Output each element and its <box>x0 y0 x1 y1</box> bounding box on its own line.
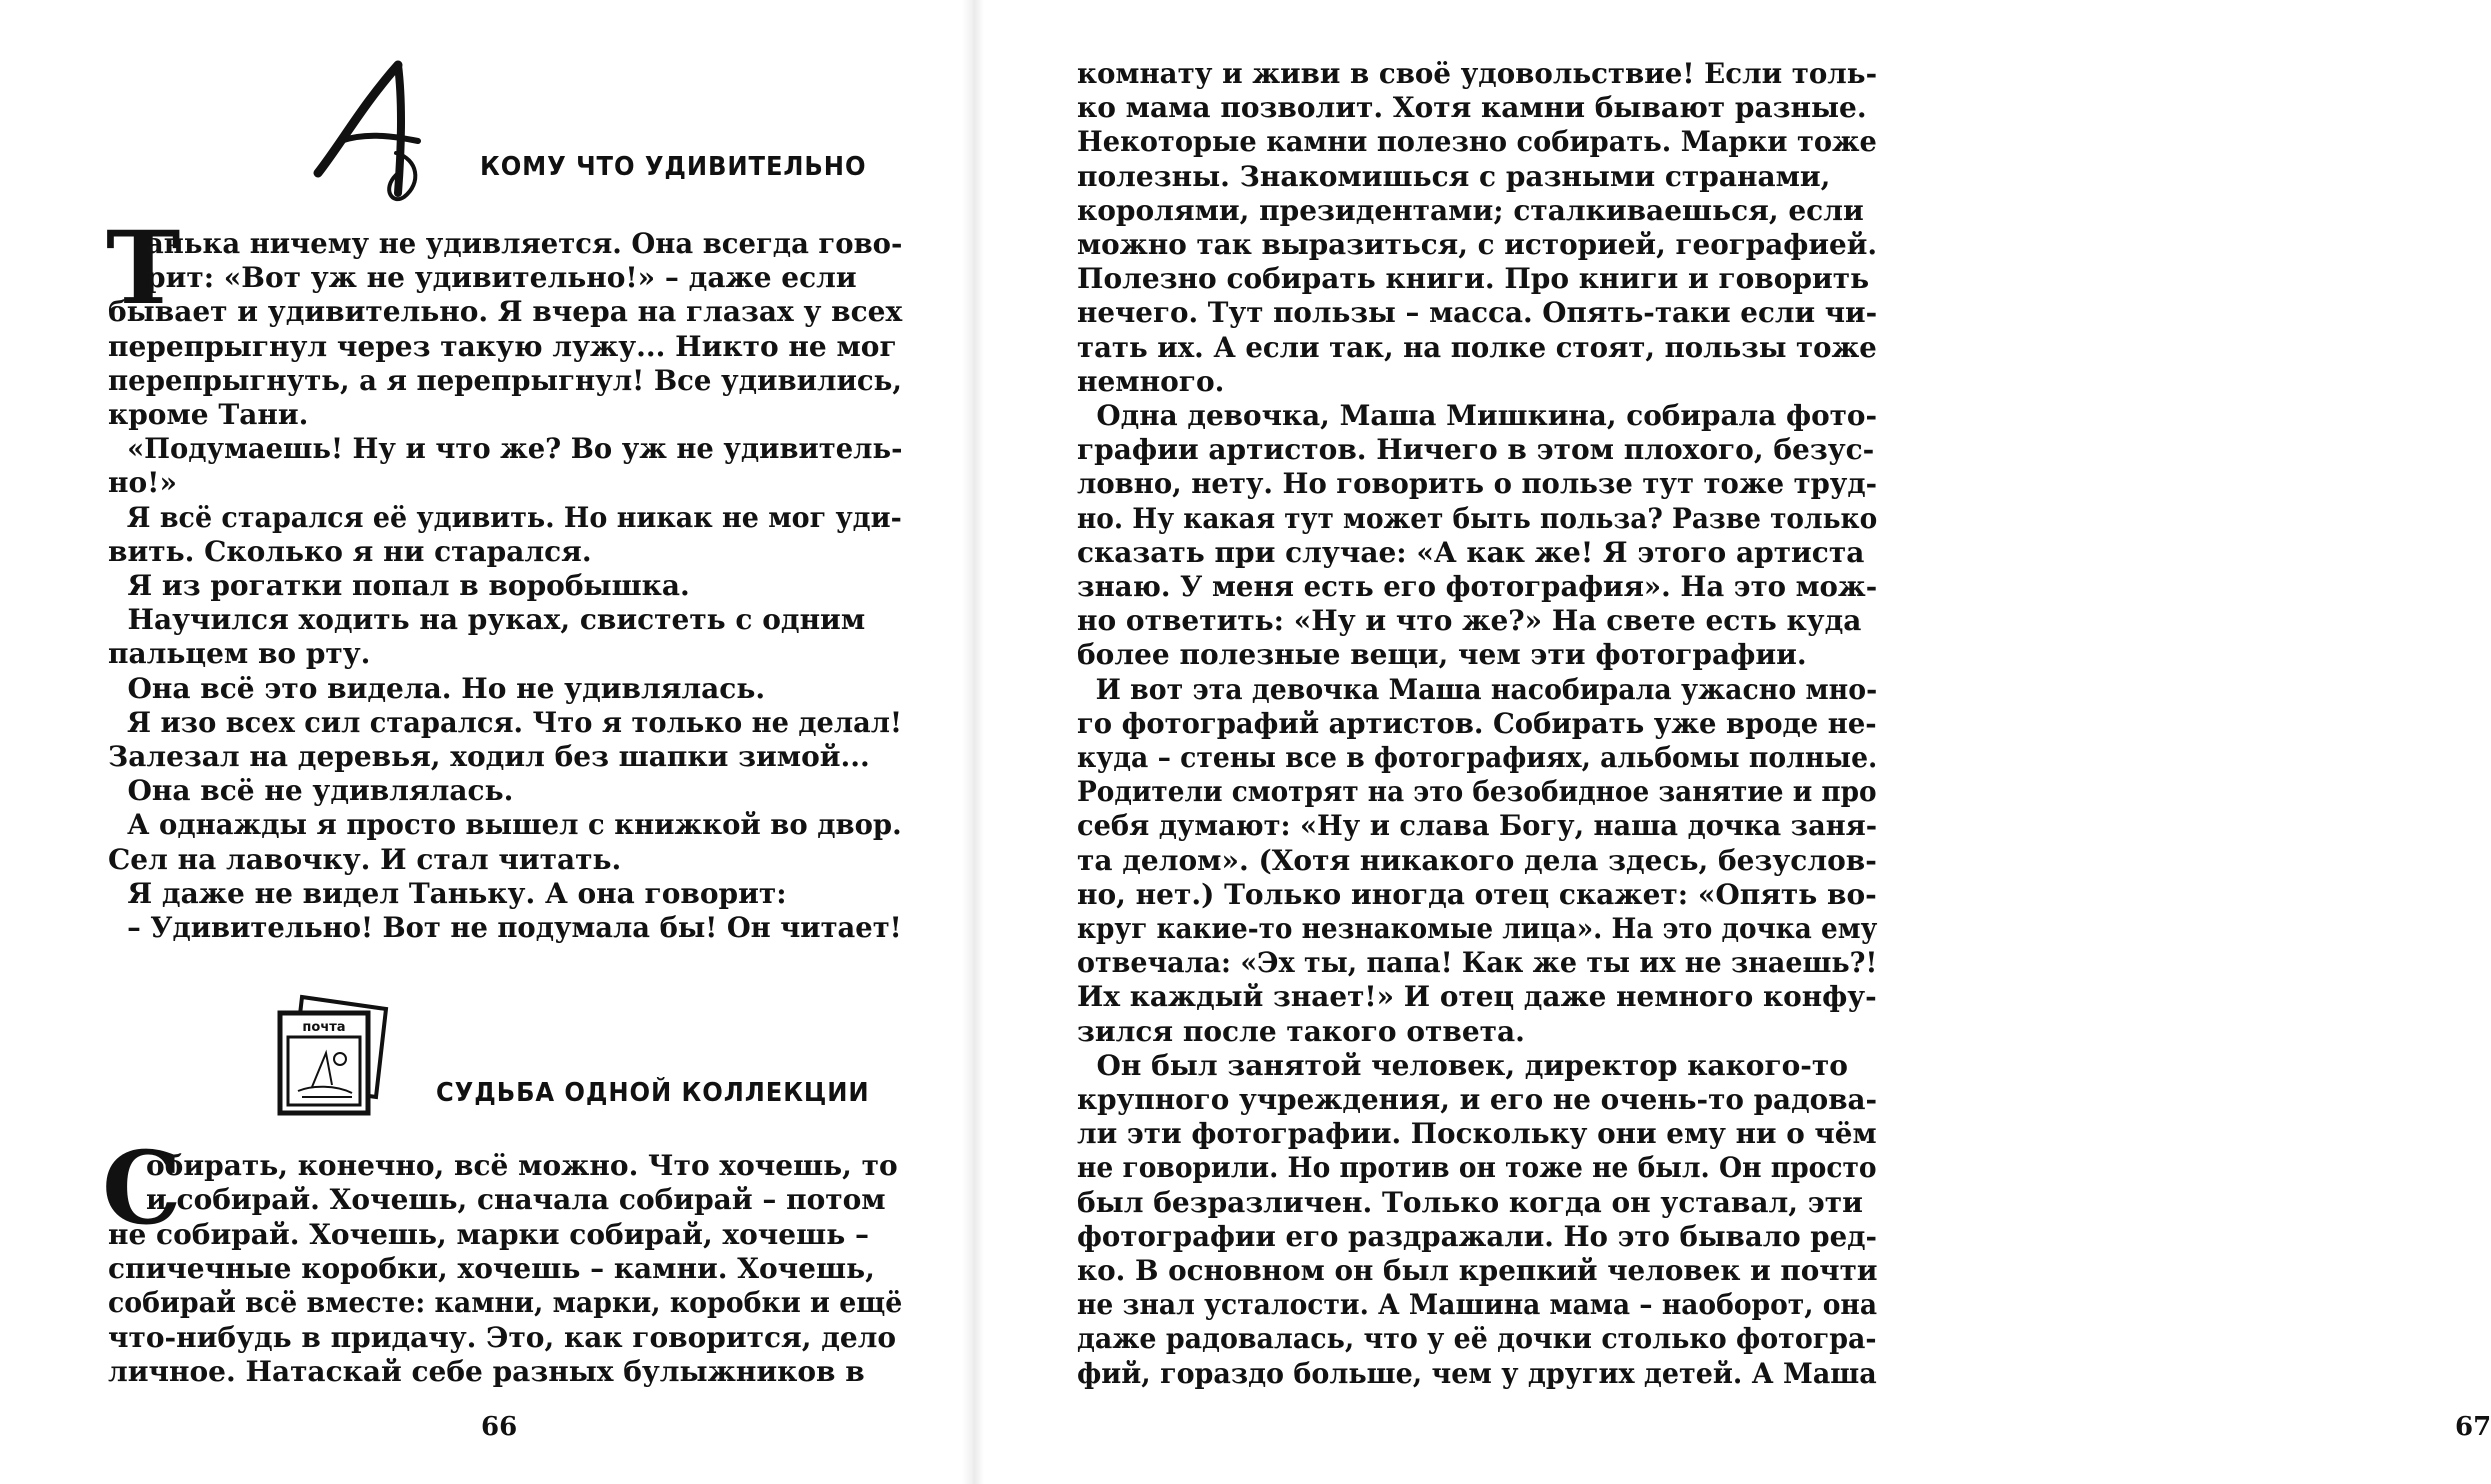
letter-a-emblem-icon <box>300 55 440 205</box>
text-line: ли эти фотографии. Поскольку они ему ни о чём <box>1077 1117 1877 1151</box>
story2-dropcap: С <box>102 1129 182 1247</box>
text-line: не знал усталости. А Машина мама – наоборот, она <box>1077 1288 1878 1322</box>
text-line: анька ничему не удивляется. Она всегда гово- <box>146 227 903 260</box>
text-line: пальцем во рту. <box>108 637 371 671</box>
text-line: Некоторые камни полезно собирать. Марки тоже <box>1077 125 1877 159</box>
text-line: фотографии его раздражали. Но это бывало ред- <box>1077 1219 1878 1253</box>
text-line: более полезные вещи, чем эти фотографии. <box>1077 638 1807 672</box>
text-line: ко мама позволит. Хотя камни бывают разные. <box>1077 91 1867 125</box>
right-page <box>985 0 2491 1484</box>
text-line: но. Ну какая тут может быть польза? Разве только <box>1077 501 1878 535</box>
text-line: крупного учреждения, и его не очень-то радова- <box>1077 1083 1878 1116</box>
text-line: зился после такого ответа. <box>1077 1014 1525 1048</box>
text-line: отвечала: «Эх ты, папа! Как же ты их не знаешь?! <box>1077 946 1878 980</box>
text-line: А однажды я просто вышел с книжкой во двор. <box>108 808 902 842</box>
page-number-right: 67 <box>2455 1412 2491 1442</box>
text-line: знаю. У меня есть его фотография». На это мож- <box>1077 570 1878 603</box>
text-line: Я даже не видел Таньку. А она говорит: <box>108 876 787 910</box>
text-line: «Подумаешь! Ну и что же? Во уж не удивитель- <box>108 432 903 466</box>
text-line: та делом». (Хотя никакого дела здесь, безуслов- <box>1077 843 1877 877</box>
text-line: ко. В основном он был крепкий человек и почти <box>1077 1254 1878 1287</box>
postage-stamp-icon <box>272 993 392 1118</box>
text-line: – Удивительно! Вот не подумала бы! Он читает! <box>108 911 902 944</box>
text-line: Одна девочка, Маша Мишкина, собирала фото- <box>1077 399 1878 432</box>
story1-title: КОМУ ЧТО УДИВИТЕЛЬНО <box>480 152 867 182</box>
book-gutter <box>962 0 984 1484</box>
text-line: но, нет.) Только иногда отец скажет: «Опять во- <box>1077 877 1877 911</box>
text-line: фий, гораздо больше, чем у других детей. А Маша <box>1077 1356 1877 1390</box>
text-line: Она всё не удивлялась. <box>108 774 514 808</box>
text-line: Она всё это видела. Но не удивлялась. <box>108 671 766 705</box>
text-line: королями, президентами; сталкиваешься, если <box>1077 193 1864 227</box>
text-line: себя думают: «Ну и слава Богу, наша дочка заня- <box>1077 809 1878 843</box>
text-line: Родители смотрят на это безобидное занятие и про <box>1077 775 1877 809</box>
text-line: комнату и живи в своё удовольствие! Если толь- <box>1077 57 1878 90</box>
text-line: нечего. Тут пользы – масса. Опять-таки если чи- <box>1077 296 1878 330</box>
story2-title: СУДЬБА ОДНОЙ КОЛЛЕКЦИИ <box>436 1078 870 1108</box>
text-line: куда – стены все в фотографиях, альбомы полные. <box>1077 741 1878 774</box>
text-line: но!» <box>108 466 177 500</box>
text-line: Сел на лавочку. И стал читать. <box>108 842 622 876</box>
text-line: что-нибудь в придачу. Это, как говорится, дело <box>108 1320 897 1354</box>
text-line: был безразличен. Только когда он уставал, эти <box>1077 1185 1863 1219</box>
text-line: но ответить: «Ну и что же?» На свете есть куда <box>1077 604 1862 638</box>
page-number-left: 66 <box>481 1412 518 1442</box>
text-line: И вот эта девочка Маша насобирала ужасно мно- <box>1077 672 1878 706</box>
text-line: перепрыгнул через такую лужу... Никто не мог <box>108 329 897 363</box>
stamp-label: почта <box>302 1020 346 1035</box>
text-line: Их каждый знает!» И отец даже немного конфу- <box>1077 980 1877 1014</box>
text-line: личное. Натаскай себе разных булыжников в <box>108 1354 865 1388</box>
text-line: рит: «Вот уж не удивительно!» – даже если <box>146 261 857 295</box>
text-line: круг какие-то незнакомые лица». На это дочка ему <box>1077 912 1878 945</box>
text-line: обирать, конечно, всё можно. Что хочешь, то <box>146 1149 898 1182</box>
story1-dropcap: Т <box>106 209 181 327</box>
text-line: тать их. А если так, на полке стоят, пользы тоже <box>1077 330 1877 364</box>
text-line: полезны. Знакомишься с разными странами, <box>1077 159 1831 193</box>
text-line: даже радовалась, что у её дочки столько фотогра- <box>1077 1322 1877 1356</box>
text-line: спичечные коробки, хочешь – камни. Хочешь, <box>108 1251 875 1285</box>
text-line: бывает и удивительно. Я вчера на глазах у всех <box>108 295 903 329</box>
text-line: сказать при случае: «А как же! Я этого артиста <box>1077 535 1865 569</box>
text-line: Я из рогатки попал в воробышка. <box>108 569 690 602</box>
text-line: собирай всё вместе: камни, марки, коробки и ещё <box>108 1286 903 1320</box>
text-line: вить. Сколько я ни старался. <box>108 534 592 568</box>
left-page <box>0 0 960 1484</box>
text-line: ловно, нету. Но говорить о пользе тут тоже труд- <box>1077 467 1878 501</box>
text-line: Я изо всех сил старался. Что я только не делал! <box>108 705 902 739</box>
text-line: можно так выразиться, с историей, географией. <box>1077 228 1878 261</box>
text-line: не собирай. Хочешь, марки собирай, хочешь – <box>108 1217 869 1251</box>
text-line: перепрыгнуть, а я перепрыгнул! Все удивились, <box>108 363 902 397</box>
text-line: Научился ходить на руках, свистеть с одним <box>108 603 866 637</box>
text-line: кроме Тани. <box>108 398 309 431</box>
text-line: Он был занятой человек, директор какого-то <box>1077 1048 1848 1082</box>
text-line: го фотографий артистов. Собирать уже вроде не- <box>1077 706 1877 740</box>
text-line: Я всё старался её удивить. Но никак не мог уди- <box>108 500 902 534</box>
text-line: Полезно собирать книги. Про книги и говорить <box>1077 262 1870 296</box>
text-line: графии артистов. Ничего в этом плохого, безус- <box>1077 433 1875 467</box>
text-line: Залезал на деревья, ходил без шапки зимой... <box>108 740 870 773</box>
text-line: немного. <box>1077 364 1225 398</box>
text-line: не говорили. Но против он тоже не был. Он просто <box>1077 1151 1877 1185</box>
text-line: и собирай. Хочешь, сначала собирай – потом <box>146 1183 886 1217</box>
